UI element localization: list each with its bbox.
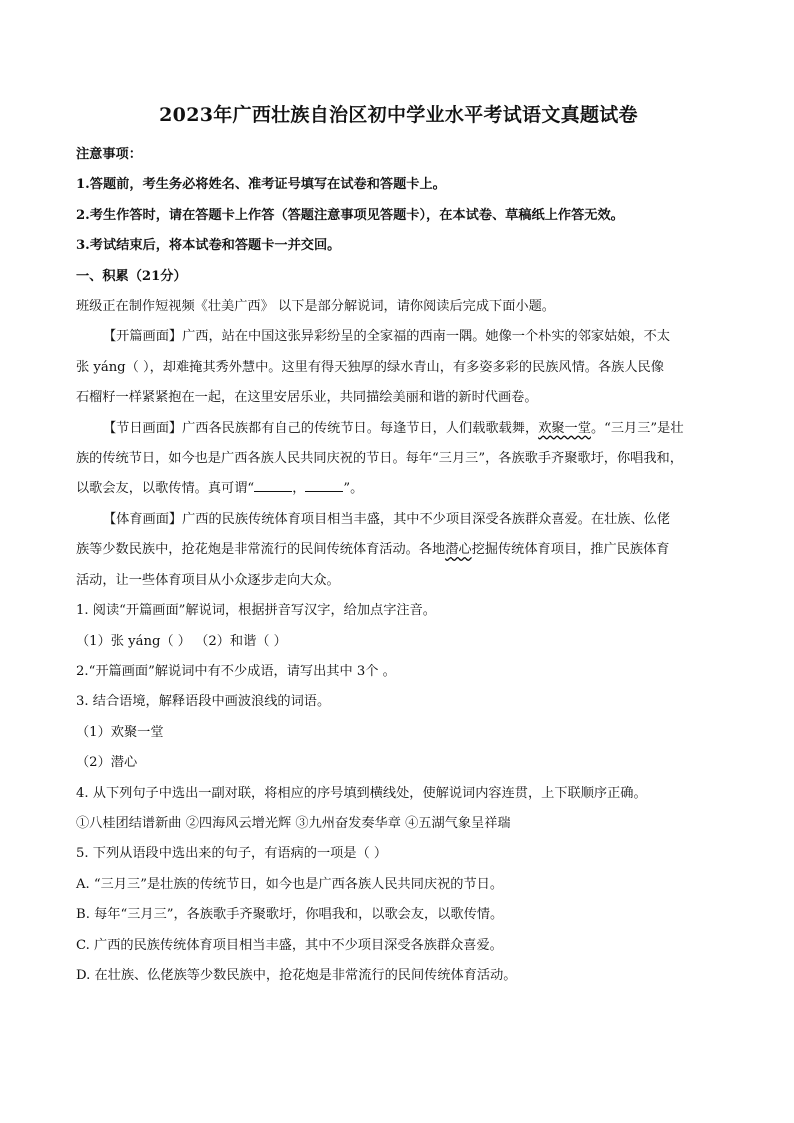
question-5: 5. 下列从语段中选出来的句子，有语病的一项是（ ） — [76, 846, 388, 862]
text-span: ， — [292, 481, 306, 497]
paragraph-festival — [76, 414, 721, 505]
notice-item-3: 3.考试结束后，将本试卷和答题卡一并交回。 — [76, 238, 341, 254]
text-span: 挖掘传统体育项目，推广民族体育 — [471, 542, 670, 558]
text-span: 【节日画面】广西各民族都有自己的传统节日。每逢节日，人们载歌载舞， — [103, 420, 539, 436]
paragraph-line: 【体育画面】广西的民族传统体育项目相当丰盛，其中不少项目深受各族群众喜爱。在壮族、仫佬 — [103, 511, 671, 527]
wavy-underlined-word: 潜心 — [445, 542, 472, 558]
question-3: 3. 结合语境，解释语段中画波浪线的词语。 — [76, 694, 331, 710]
paragraph-line — [76, 414, 721, 444]
text-span: ”。 — [343, 481, 364, 497]
answer-blank[interactable] — [254, 479, 292, 492]
answer-blank[interactable] — [305, 479, 343, 492]
notice-item-1: 1.答题前，考生务必将姓名、准考证号填写在试卷和答题卡上。 — [76, 177, 446, 193]
section-intro: 班级正在制作短视频《壮美广西》 以下是部分解说词，请你阅读后完成下面小题。 — [76, 299, 555, 315]
paragraph-line: 族的传统节日，如今也是广西各族人民共同庆祝的节日。每年“三月三”，各族歌手齐聚歌圩，你唱我和， — [76, 451, 683, 467]
text-span: 族等少数民族中，抢花炮是非常流行的民间传统体育活动。各地 — [76, 542, 446, 558]
question-1-sub: （1）张 yáng（ ） （2）和谐（ ） — [76, 633, 287, 649]
paragraph-line: 石榴籽一样紧紧抱在一起，在这里安居乐业，共同描绘美丽和谐的新时代画卷。 — [76, 390, 538, 406]
text-span: 。“三月三”是壮 — [590, 420, 684, 436]
paragraph-line: 【开篇画面】广西，站在中国这张异彩纷呈的全家福的西南一隅。她像一个朴实的邻家姑娘，不太 — [103, 329, 671, 345]
paragraph-line — [76, 474, 721, 504]
paragraph-line: 张 yáng（ ），却难掩其秀外慧中。这里有得天独厚的绿水青山，有多姿多彩的民族风情。各族人民像 — [76, 359, 664, 375]
notice-heading: 注意事项： — [76, 147, 142, 162]
question-1: 1. 阅读“开篇画面”解说词，根据拼音写汉字，给加点字注音。 — [76, 603, 436, 619]
section-heading: 一、积累（21分） — [76, 268, 187, 284]
exam-page — [76, 102, 721, 991]
exam-title: 2023年广西壮族自治区初中学业水平考试语文真题试卷 — [159, 104, 638, 126]
text-span: 以歌会友，以歌传情。真可谓“ — [76, 481, 255, 497]
paragraph-opening — [76, 322, 721, 413]
question-3-b: （2）潜心 — [76, 755, 138, 771]
notice-item-2: 2.考生作答时，请在答题卡上作答（答题注意事项见答题卡），在本试卷、草稿纸上作答无效。 — [76, 207, 624, 223]
question-5-option-b: B. 每年“三月三”，各族歌手齐聚歌圩，你唱我和，以歌会友，以歌传情。 — [76, 907, 504, 923]
question-5-option-d: D. 在壮族、仫佬族等少数民族中，抢花炮是非常流行的民间传统体育活动。 — [76, 967, 517, 983]
question-5-option-a: A. “三月三”是壮族的传统节日，如今也是广西各族人民共同庆祝的节日。 — [76, 876, 504, 892]
question-5-option-c: C. 广西的民族传统体育项目相当丰盛，其中不少项目深受各族群众喜爱。 — [76, 937, 503, 953]
question-4: 4. 从下列句子中选出一副对联，将相应的序号填到横线处，使解说词内容连贯，上下联顺序正确。 — [76, 785, 647, 801]
paragraph-sports — [76, 505, 721, 596]
question-4-options: ①八桂团结谱新曲 ②四海风云增光辉 ③九州奋发奏华章 ④五湖气象呈祥瑞 — [76, 815, 511, 831]
paragraph-line — [76, 535, 721, 565]
wavy-underlined-word: 欢聚一堂 — [538, 420, 591, 436]
paragraph-line: 活动，让一些体育项目从小众逐步走向大众。 — [76, 572, 340, 588]
question-3-a: （1）欢聚一堂 — [76, 724, 164, 740]
question-2: 2.“开篇画面”解说词中有不少成语，请写出其中 3个 。 — [76, 663, 396, 679]
